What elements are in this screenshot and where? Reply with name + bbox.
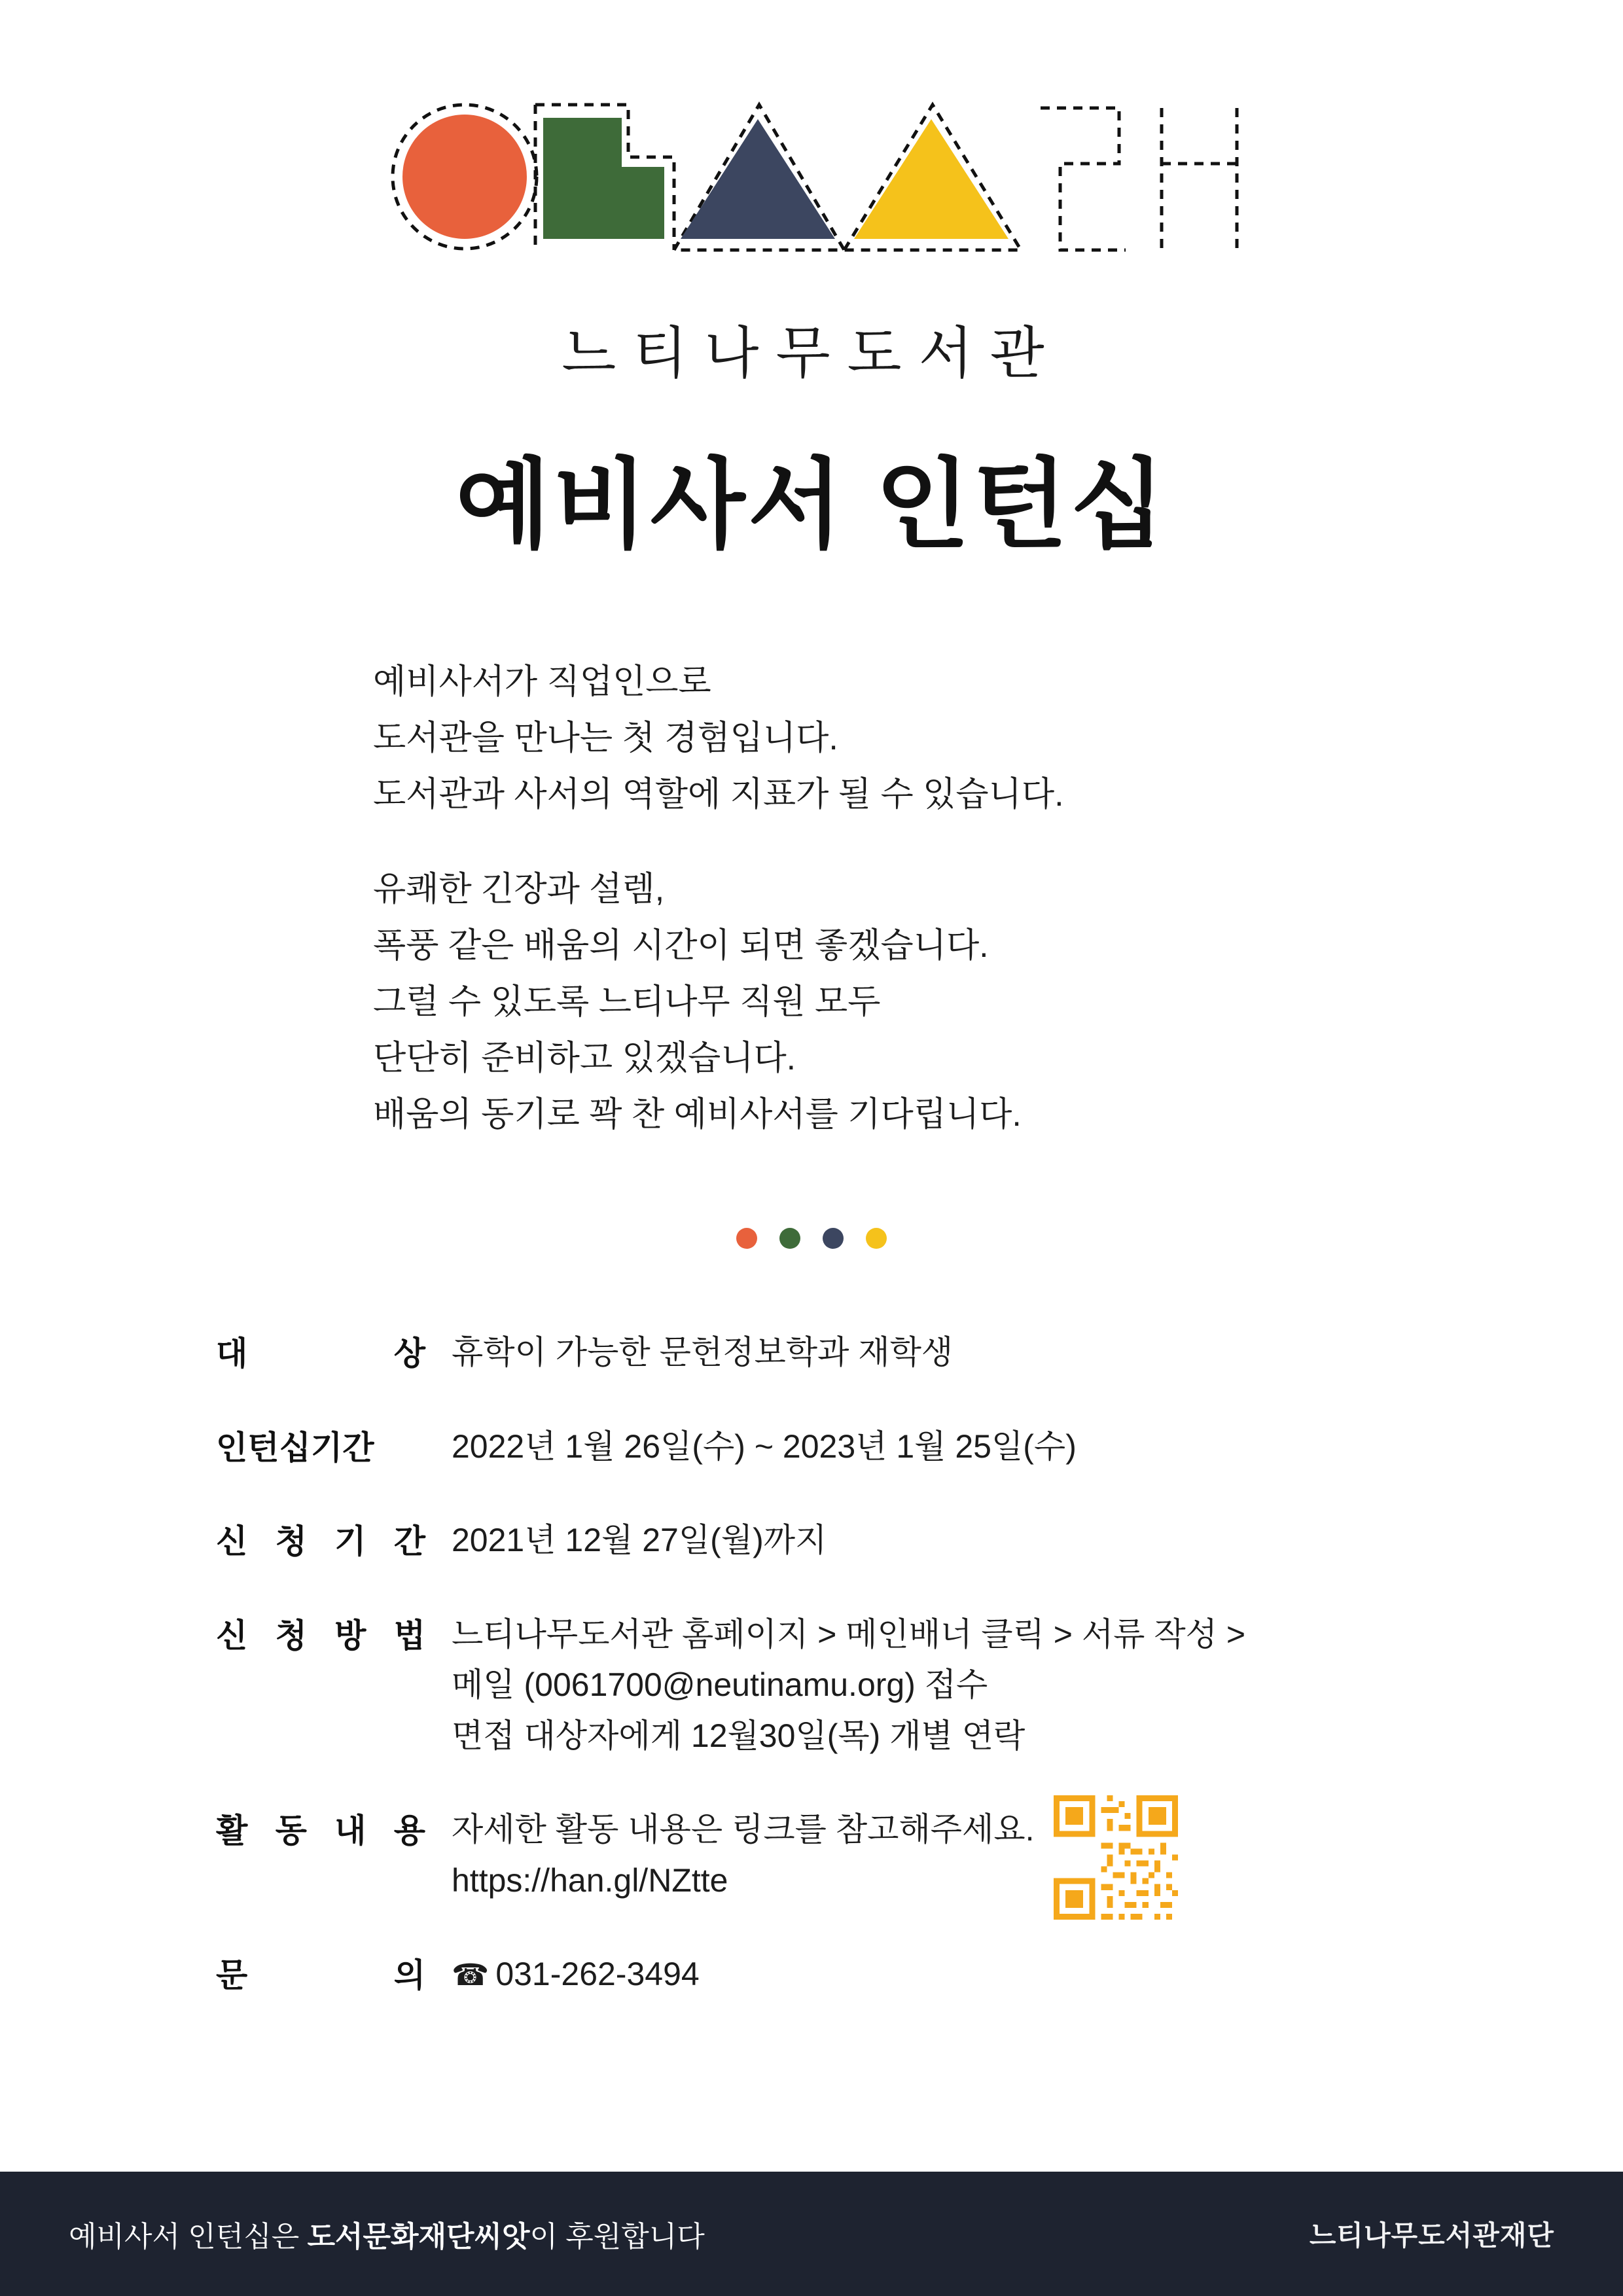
- intro-line: 폭풍 같은 배움의 시간이 되면 좋겠습니다.: [373, 927, 989, 965]
- info-value-line: 2021년 12월 27일(월)까지: [452, 1522, 827, 1559]
- info-value-line: 느티나무도서관 홈페이지 > 메인배너 클릭 > 서류 작성 >: [452, 1615, 1246, 1653]
- intro-line: 유쾌한 긴장과 설렘,: [373, 870, 665, 909]
- divider-dot-green: [779, 1228, 800, 1249]
- info-label-char: 상: [393, 1335, 425, 1372]
- info-value-apply-period: [432, 1515, 827, 1566]
- intro-line: 도서관을 만나는 첫 경험입니다.: [373, 719, 838, 757]
- info-label-apply-method: [216, 1609, 432, 1657]
- intro-line: 배움의 동기로 꽉 찬 예비사서를 기다립니다.: [373, 1095, 1022, 1134]
- info-label-char: 내: [334, 1812, 366, 1850]
- info-label-char: 법: [393, 1617, 425, 1654]
- page-title: 예비사서 인턴십: [455, 450, 1168, 560]
- info-value-line: 면접 대상자에게 12월30일(목) 개별 연락: [452, 1717, 1026, 1754]
- info-value-line: 자세한 활동 내용은 링크를 참고해주세요.: [452, 1811, 1035, 1848]
- info-row-activity: [216, 1804, 1492, 1906]
- poster-header: [0, 0, 1623, 628]
- info-table: [216, 1327, 1492, 2043]
- info-label-char: 인턴십기간: [216, 1429, 374, 1466]
- info-label-char: 기: [334, 1523, 366, 1560]
- info-value-line-email[interactable]: 메일 (0061700@neutinamu.org) 접수: [452, 1666, 988, 1704]
- info-value-period: [432, 1422, 1077, 1473]
- sponsor-name: 도서문화재단씨앗: [307, 2221, 530, 2253]
- info-label-apply-period: [216, 1515, 432, 1562]
- info-label-char: 동: [275, 1812, 307, 1850]
- intro-line: 단단히 준비하고 있겠습니다.: [373, 1039, 796, 1077]
- info-label-contact: [216, 1949, 432, 1996]
- info-value-line: 2022년 1월 26일(수) ~ 2023년 1월 25일(수): [452, 1427, 1077, 1465]
- info-label-target: [216, 1327, 432, 1374]
- info-row-apply-method: [216, 1609, 1492, 1762]
- qr-code[interactable]: [1054, 1795, 1178, 1920]
- info-label-char: 방: [334, 1617, 366, 1654]
- info-row-apply-period: [216, 1515, 1492, 1566]
- info-label-char: 간: [393, 1523, 425, 1560]
- foundation-logo: 느티나무도서관재단: [1309, 2220, 1554, 2251]
- telephone-icon: ☎: [452, 1958, 490, 1992]
- poster-footer: [0, 2172, 1623, 2296]
- info-label-activity: [216, 1804, 432, 1852]
- info-value-activity: [432, 1804, 1035, 1906]
- info-label-period: [216, 1422, 432, 1469]
- divider-dot-orange: [736, 1228, 757, 1249]
- info-row-target: [216, 1327, 1492, 1378]
- divider-dots: [0, 1228, 1623, 1249]
- info-label-char: 대: [216, 1335, 248, 1372]
- info-label-char: 청: [275, 1523, 307, 1560]
- intro-line: 도서관과 사서의 역할에 지표가 될 수 있습니다.: [373, 775, 1064, 814]
- info-label-char: 용: [393, 1812, 425, 1850]
- intro-paragraph-2: [373, 862, 1623, 1143]
- intro-text: [373, 655, 1623, 1143]
- info-value-contact: [432, 1949, 700, 2000]
- info-label-char: 청: [275, 1617, 307, 1654]
- sponsor-text: [69, 2213, 705, 2255]
- info-value-apply-method: [432, 1609, 1245, 1762]
- intro-line: 그럴 수 있도록 느티나무 직원 모두: [373, 982, 881, 1021]
- info-label-char: 신: [216, 1523, 248, 1560]
- sponsor-suffix: 이 후원합니다: [529, 2221, 705, 2253]
- info-label-char: 활: [216, 1812, 248, 1850]
- info-value-line: 휴학이 가능한 문헌정보학과 재학생: [452, 1334, 954, 1371]
- sponsor-prefix: 예비사서 인턴십은: [69, 2221, 308, 2253]
- divider-dot-navy: [823, 1228, 844, 1249]
- info-row-contact: [216, 1949, 1492, 2000]
- info-label-char: 신: [216, 1617, 248, 1654]
- intro-paragraph-1: [373, 655, 1623, 823]
- info-value-link[interactable]: https://han.gl/NZtte: [452, 1861, 728, 1899]
- divider-dot-yellow: [866, 1228, 887, 1249]
- logo-subtitle: 느티나무도서관: [562, 322, 1061, 385]
- info-row-period: [216, 1422, 1492, 1473]
- info-label-char: 문: [216, 1957, 248, 1994]
- logo-mark: [366, 79, 1283, 268]
- intro-line: 예비사서가 직업인으로: [373, 663, 711, 701]
- contact-phone-number: 031-262-3494: [495, 1956, 700, 1993]
- info-value-target: [432, 1327, 953, 1378]
- info-label-char: 의: [393, 1957, 425, 1994]
